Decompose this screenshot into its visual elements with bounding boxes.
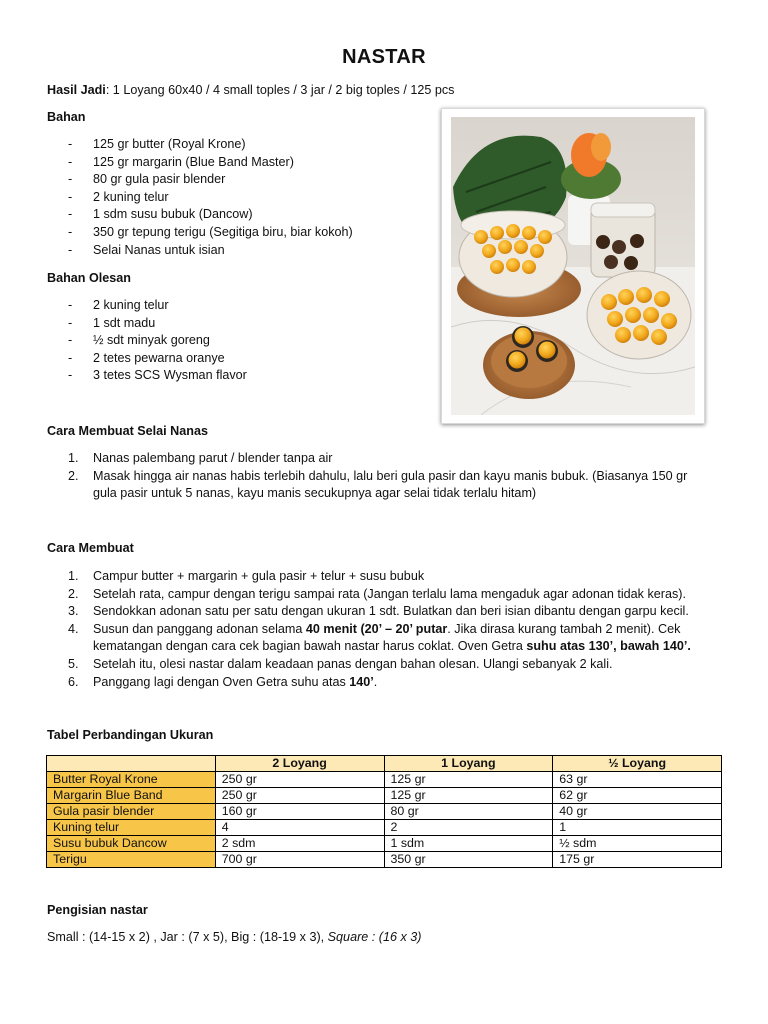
list-item: - 2 kuning telur bbox=[68, 189, 353, 207]
table-cell: 700 gr bbox=[215, 852, 384, 868]
page-title: NASTAR bbox=[342, 46, 426, 68]
cara-steps bbox=[68, 568, 708, 691]
list-item: - 2 tetes pewarna oranye bbox=[68, 350, 247, 368]
column-header: 2 Loyang bbox=[215, 756, 384, 772]
list-item: - 125 gr margarin (Blue Band Master) bbox=[68, 154, 353, 172]
selai-steps bbox=[68, 450, 708, 503]
table-cell: 1 bbox=[553, 820, 722, 836]
table-header-row bbox=[47, 756, 722, 772]
table-row bbox=[47, 804, 722, 820]
table-cell: ½ sdm bbox=[553, 836, 722, 852]
list-item: 1. Nanas palembang parut / blender tanpa air bbox=[68, 451, 333, 465]
step-bold: (20’ – 20’ putar bbox=[360, 621, 448, 636]
table-cell: 62 gr bbox=[553, 788, 722, 804]
list-item: - 3 tetes SCS Wysman flavor bbox=[68, 367, 247, 385]
table-cell: 80 gr bbox=[384, 804, 553, 820]
step-bold: 140’ bbox=[349, 674, 374, 689]
list-item: - 1 sdm susu bubuk (Dancow) bbox=[68, 206, 353, 224]
table-cell: 2 sdm bbox=[215, 836, 384, 852]
table-row bbox=[47, 788, 722, 804]
list-item: 4. Susun dan panggang adonan selama 40 menit (20’ – 20’ putar. Jika dirasa kurang tambah 2 menit). Cek kematangan dengan cara cek bagian bawah nastar harus coklat. Oven Getra suhu atas 130’, bawah 140’. bbox=[68, 621, 691, 654]
table-cell: 175 gr bbox=[553, 852, 722, 868]
list-item: - 1 sdt madu bbox=[68, 315, 247, 333]
list-item: 6. Panggang lagi dengan Oven Getra suhu atas 140’. bbox=[68, 674, 378, 689]
table-row bbox=[47, 772, 722, 788]
list-item: - 125 gr butter (Royal Krone) bbox=[68, 136, 353, 154]
table-cell: 1 sdm bbox=[384, 836, 553, 852]
step-text: Sendokkan adonan satu per satu dengan ukuran 1 sdt. Bulatkan dan beri isian dibantu dengan garpu kecil. bbox=[93, 604, 689, 619]
row-label: Terigu bbox=[47, 852, 216, 868]
step-text: Susun dan panggang adonan selama bbox=[93, 621, 306, 636]
cara-heading: Cara Membuat bbox=[47, 541, 134, 555]
step-text: Setelah rata, campur dengan terigu sampai rata (Jangan terlalu lama mengaduk agar adonan tidak keras). bbox=[93, 586, 686, 601]
step-text: . Jika dirasa kurang tambah 2 menit). Cek kematangan dengan cara cek bagian bawah nastar harus coklat. Oven Getra bbox=[93, 621, 681, 654]
nastar-photo bbox=[451, 117, 695, 415]
table-row bbox=[47, 836, 722, 852]
row-label: Margarin Blue Band bbox=[47, 788, 216, 804]
list-item: 1. Campur butter + margarin + gula pasir + telur + susu bubuk bbox=[68, 569, 425, 583]
table-cell: 63 gr bbox=[553, 772, 722, 788]
comparison-table bbox=[46, 755, 722, 868]
row-label: Susu bubuk Dancow bbox=[47, 836, 216, 852]
list-item: - Selai Nanas untuk isian bbox=[68, 242, 353, 260]
step-text: Nanas palembang parut / blender tanpa air bbox=[93, 451, 333, 465]
table-cell: 2 bbox=[384, 820, 553, 836]
yield-value: : 1 Loyang 60x40 / 4 small toples / 3 jar / 2 big toples / 125 pcs bbox=[105, 83, 455, 97]
table-cell: 4 bbox=[215, 820, 384, 836]
selai-heading: Cara Membuat Selai Nanas bbox=[47, 424, 208, 438]
table-cell: 160 gr bbox=[215, 804, 384, 820]
tabel-heading: Tabel Perbandingan Ukuran bbox=[47, 728, 214, 742]
list-item: 3. Sendokkan adonan satu per satu dengan ukuran 1 sdt. Bulatkan dan beri isian dibantu dengan garpu kecil. bbox=[68, 604, 689, 619]
step-text: Setelah itu, olesi nastar dalam keadaan panas dengan bahan olesan. Ulangi sebanyak 2 kali. bbox=[93, 656, 613, 671]
step-text: Panggang lagi dengan Oven Getra suhu atas bbox=[93, 674, 350, 689]
bahan-list bbox=[68, 136, 353, 259]
table-cell: 250 gr bbox=[215, 772, 384, 788]
step-text: Campur butter + margarin + gula pasir + telur + susu bubuk bbox=[93, 569, 425, 583]
pengisian-sizes: Small : (14-15 x 2) , Jar : (7 x 5), Big : (18-19 x 3), bbox=[47, 930, 328, 944]
yield-label: Hasil Jadi bbox=[47, 83, 106, 97]
row-label: Gula pasir blender bbox=[47, 804, 216, 820]
pengisian-heading: Pengisian nastar bbox=[47, 903, 148, 917]
column-header: 1 Loyang bbox=[384, 756, 553, 772]
table-row bbox=[47, 820, 722, 836]
list-item: 2. Setelah rata, campur dengan terigu sampai rata (Jangan terlalu lama mengaduk agar adonan tidak keras). bbox=[68, 586, 686, 601]
pengisian-square: Square : (16 x 3) bbox=[327, 930, 422, 944]
column-header: ½ Loyang bbox=[553, 756, 722, 772]
step-text: Masak hingga air nanas habis terlebih dahulu, lalu beri gula pasir dan kayu manis bubuk. (Biasanya 150 gr gula pasir untuk 5 nanas, kayu manis secukupnya agar selai tidak terlalu hitam) bbox=[93, 468, 688, 501]
list-item: - ½ sdt minyak goreng bbox=[68, 332, 247, 350]
table-cell: 125 gr bbox=[384, 788, 553, 804]
row-label: Butter Royal Krone bbox=[47, 772, 216, 788]
table-cell: 125 gr bbox=[384, 772, 553, 788]
table-cell: 40 gr bbox=[553, 804, 722, 820]
step-bold: 40 menit bbox=[305, 621, 357, 636]
step-text: . bbox=[373, 674, 378, 689]
list-item: - 350 gr tepung terigu (Segitiga biru, biar kokoh) bbox=[68, 224, 353, 242]
table-cell: 350 gr bbox=[384, 852, 553, 868]
list-item: - 80 gr gula pasir blender bbox=[68, 171, 353, 189]
table-row bbox=[47, 852, 722, 868]
olesan-list bbox=[68, 297, 247, 385]
bahan-heading: Bahan bbox=[47, 110, 86, 124]
step-bold: suhu atas 130’, bawah 140’. bbox=[526, 639, 691, 654]
yield-line bbox=[47, 83, 454, 97]
list-item: 2. Masak hingga air nanas habis terlebih dahulu, lalu beri gula pasir dan kayu manis bubuk. (Biasanya 150 gr gula pasir untuk 5 nanas, kayu manis secukupnya agar selai tidak terlalu hitam) bbox=[68, 468, 688, 501]
list-item: - 2 kuning telur bbox=[68, 297, 247, 315]
table-cell: 250 gr bbox=[215, 788, 384, 804]
column-header bbox=[47, 756, 216, 772]
nastar-photo-frame bbox=[441, 108, 705, 424]
olesan-heading: Bahan Olesan bbox=[47, 271, 131, 285]
pengisian-text bbox=[47, 930, 421, 944]
row-label: Kuning telur bbox=[47, 820, 216, 836]
list-item: 5. Setelah itu, olesi nastar dalam keadaan panas dengan bahan olesan. Ulangi sebanyak 2 kali. bbox=[68, 656, 613, 671]
